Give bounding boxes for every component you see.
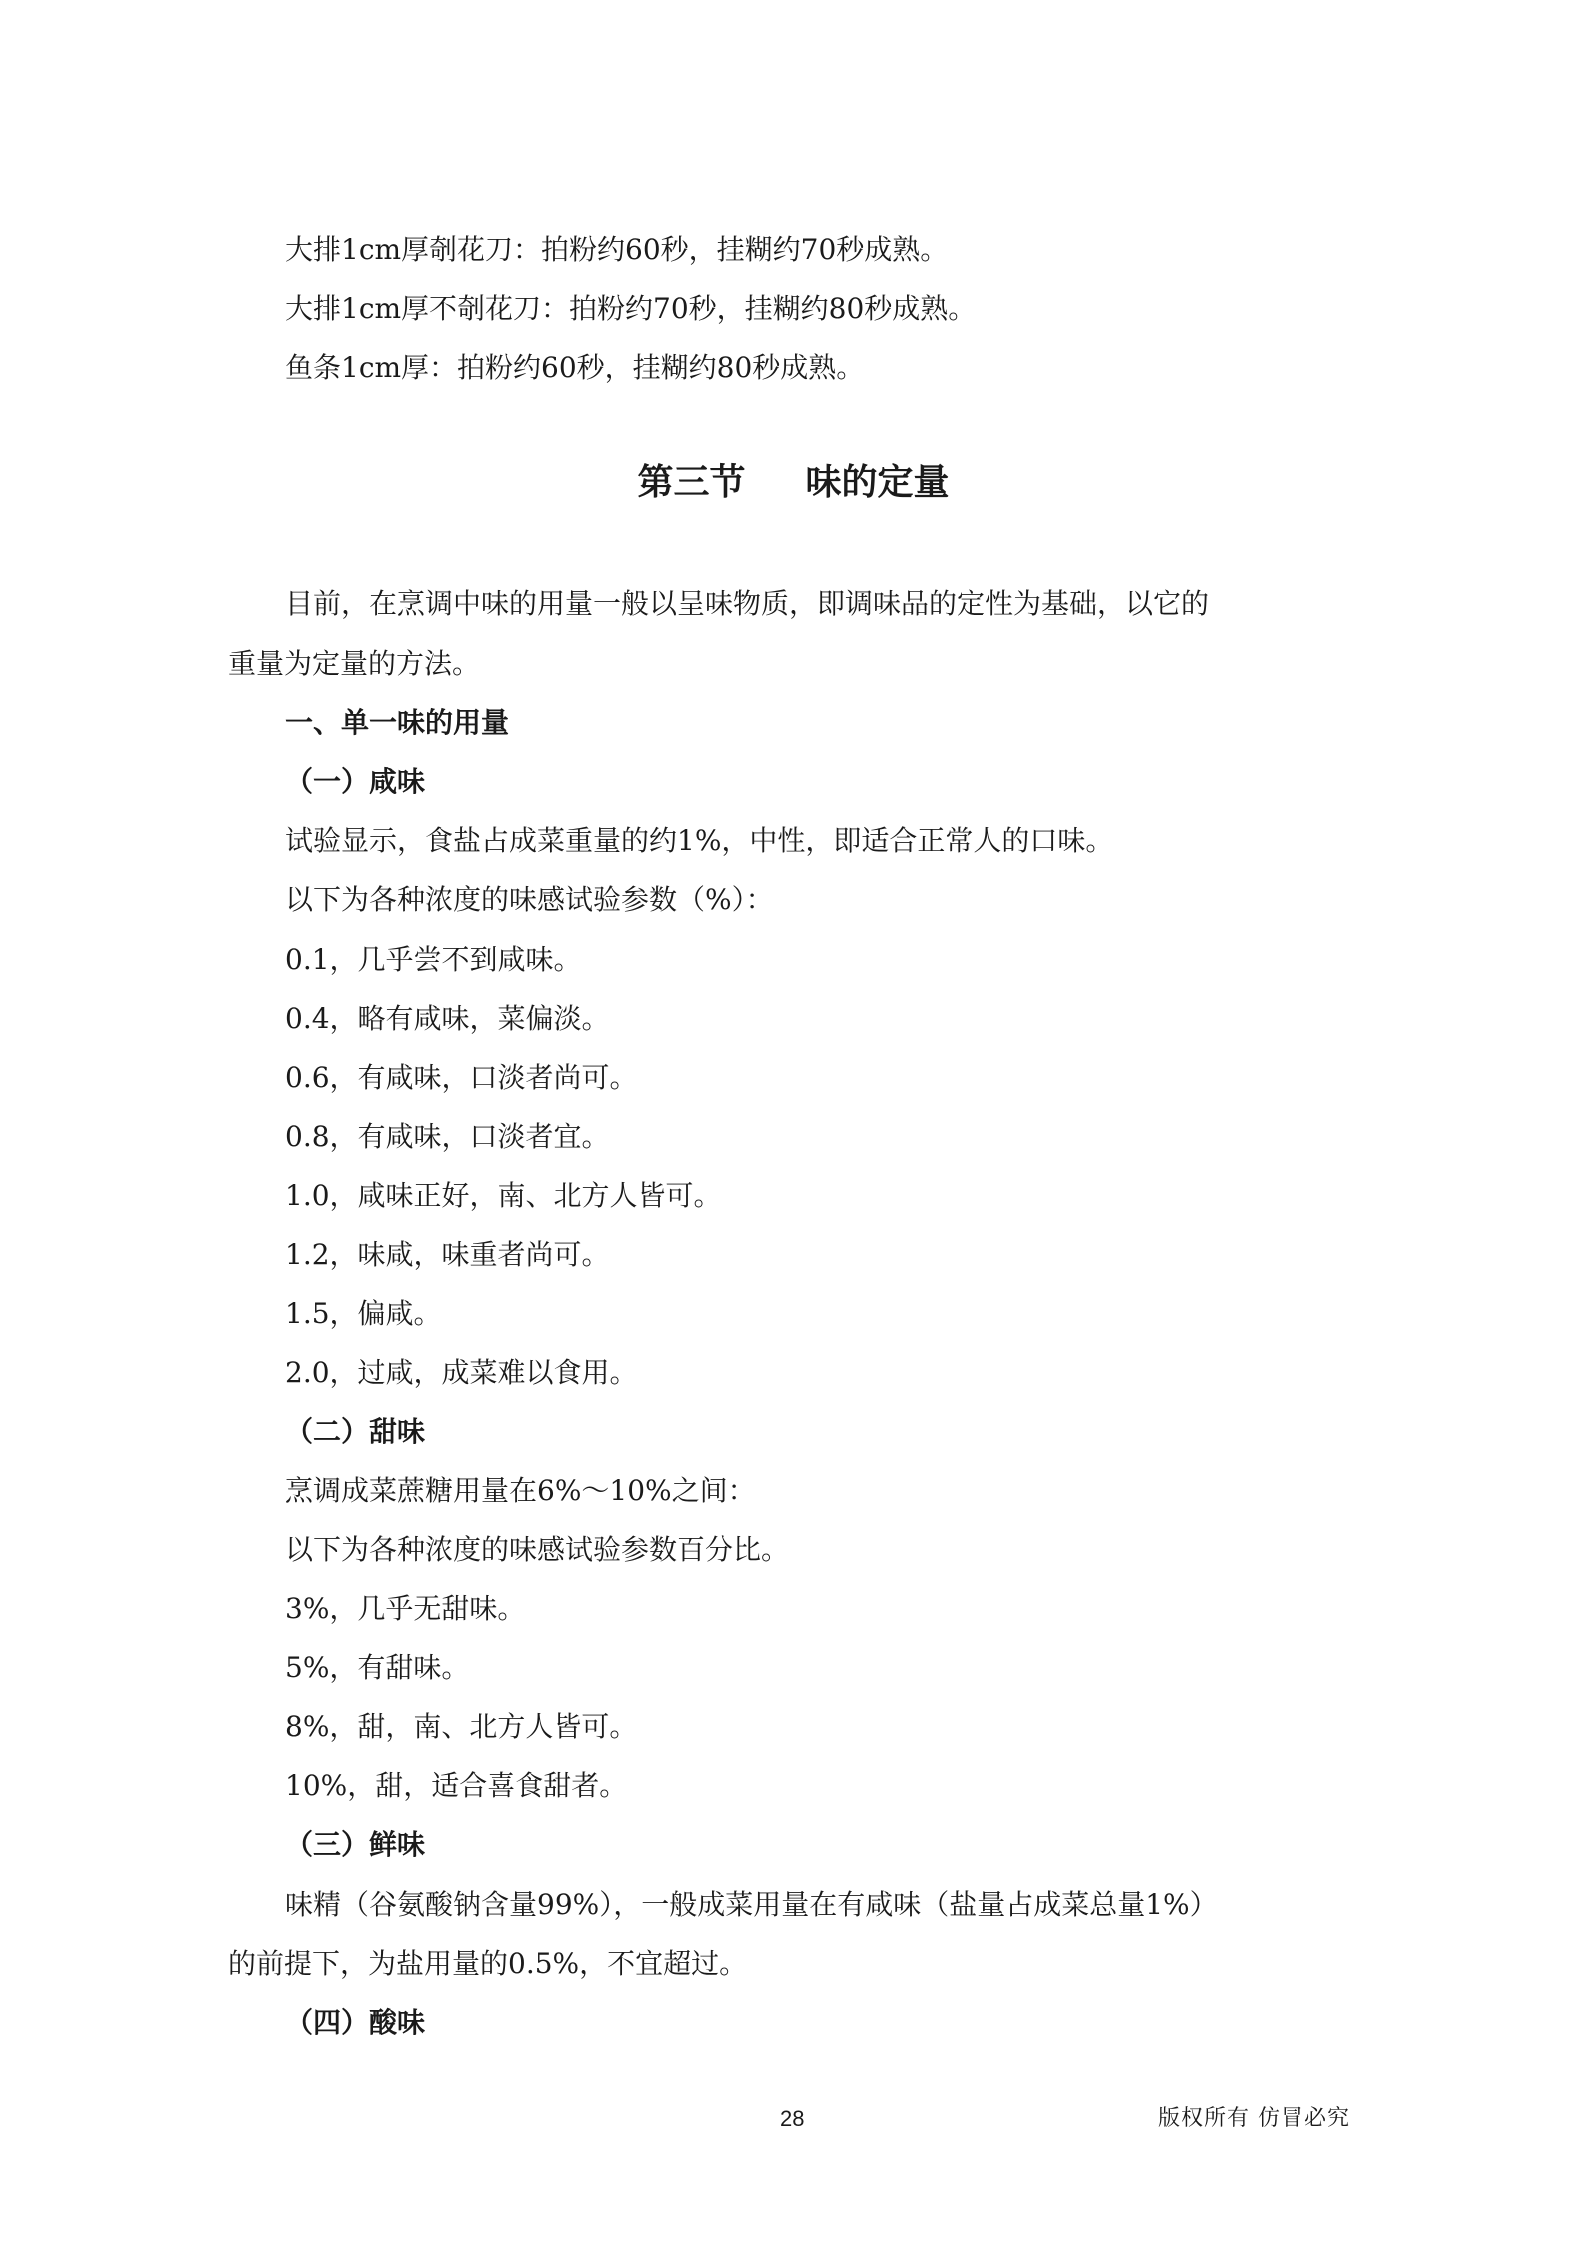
page-number: 28 (780, 2106, 805, 2131)
section-number: 第三节 (637, 462, 746, 503)
section-title (0, 458, 1587, 508)
text-line: 0.4，略有咸味，菜偏淡。 (285, 1002, 610, 1035)
text-line: 鱼条1cm厚：拍粉约60秒，挂糊约80秒成熟。 (285, 351, 865, 384)
heading-level-1: 一、单一味的用量 (285, 706, 510, 739)
text-line: 大排1cm厚剞花刀：拍粉约60秒，挂糊约70秒成熟。 (285, 233, 949, 266)
text-line: 以下为各种浓度的味感试验参数（%）： (285, 883, 774, 916)
text-line: 0.6，有咸味，口淡者尚可。 (285, 1061, 638, 1094)
text-line: 3%，几乎无甜味。 (285, 1592, 526, 1625)
text-line: 试验显示，食盐占成菜重量的约1%，中性，即适合正常人的口味。 (285, 824, 1114, 857)
text-line: 8%，甜，南、北方人皆可。 (285, 1710, 638, 1743)
text-line: 味精（谷氨酸钠含量99%），一般成菜用量在有咸味（盐量占成菜总量1%） (285, 1888, 1218, 1921)
section-name: 味的定量 (805, 462, 950, 503)
subheading-umami: （三）鲜味 (285, 1828, 426, 1861)
text-line: 的前提下，为盐用量的0.5%，不宜超过。 (228, 1947, 748, 1980)
text-line: 1.5，偏咸。 (285, 1297, 442, 1330)
text-line: 1.0，咸味正好，南、北方人皆可。 (285, 1179, 722, 1212)
text-line: 10%，甜，适合喜食甜者。 (285, 1769, 628, 1802)
text-line: 以下为各种浓度的味感试验参数百分比。 (285, 1533, 790, 1566)
text-line: 2.0，过咸，成菜难以食用。 (285, 1356, 638, 1389)
text-line: 0.8，有咸味，口淡者宜。 (285, 1120, 610, 1153)
text-line: 5%，有甜味。 (285, 1651, 470, 1684)
copyright-notice: 版权所有 仿冒必究 (1158, 2106, 1350, 2131)
intro-line: 重量为定量的方法。 (228, 647, 481, 680)
intro-line: 目前，在烹调中味的用量一般以呈味物质，即调味品的定性为基础，以它的 (285, 587, 1210, 620)
text-line: 大排1cm厚不剞花刀：拍粉约70秒，挂糊约80秒成熟。 (285, 292, 977, 325)
text-line: 0.1，几乎尝不到咸味。 (285, 943, 582, 976)
subheading-sour: （四）酸味 (285, 2006, 426, 2039)
subheading-salty: （一）咸味 (285, 765, 426, 798)
subheading-sweet: （二）甜味 (285, 1415, 426, 1448)
text-line: 1.2，味咸，味重者尚可。 (285, 1238, 610, 1271)
text-line: 烹调成菜蔗糖用量在6%～10%之间： (285, 1474, 756, 1507)
